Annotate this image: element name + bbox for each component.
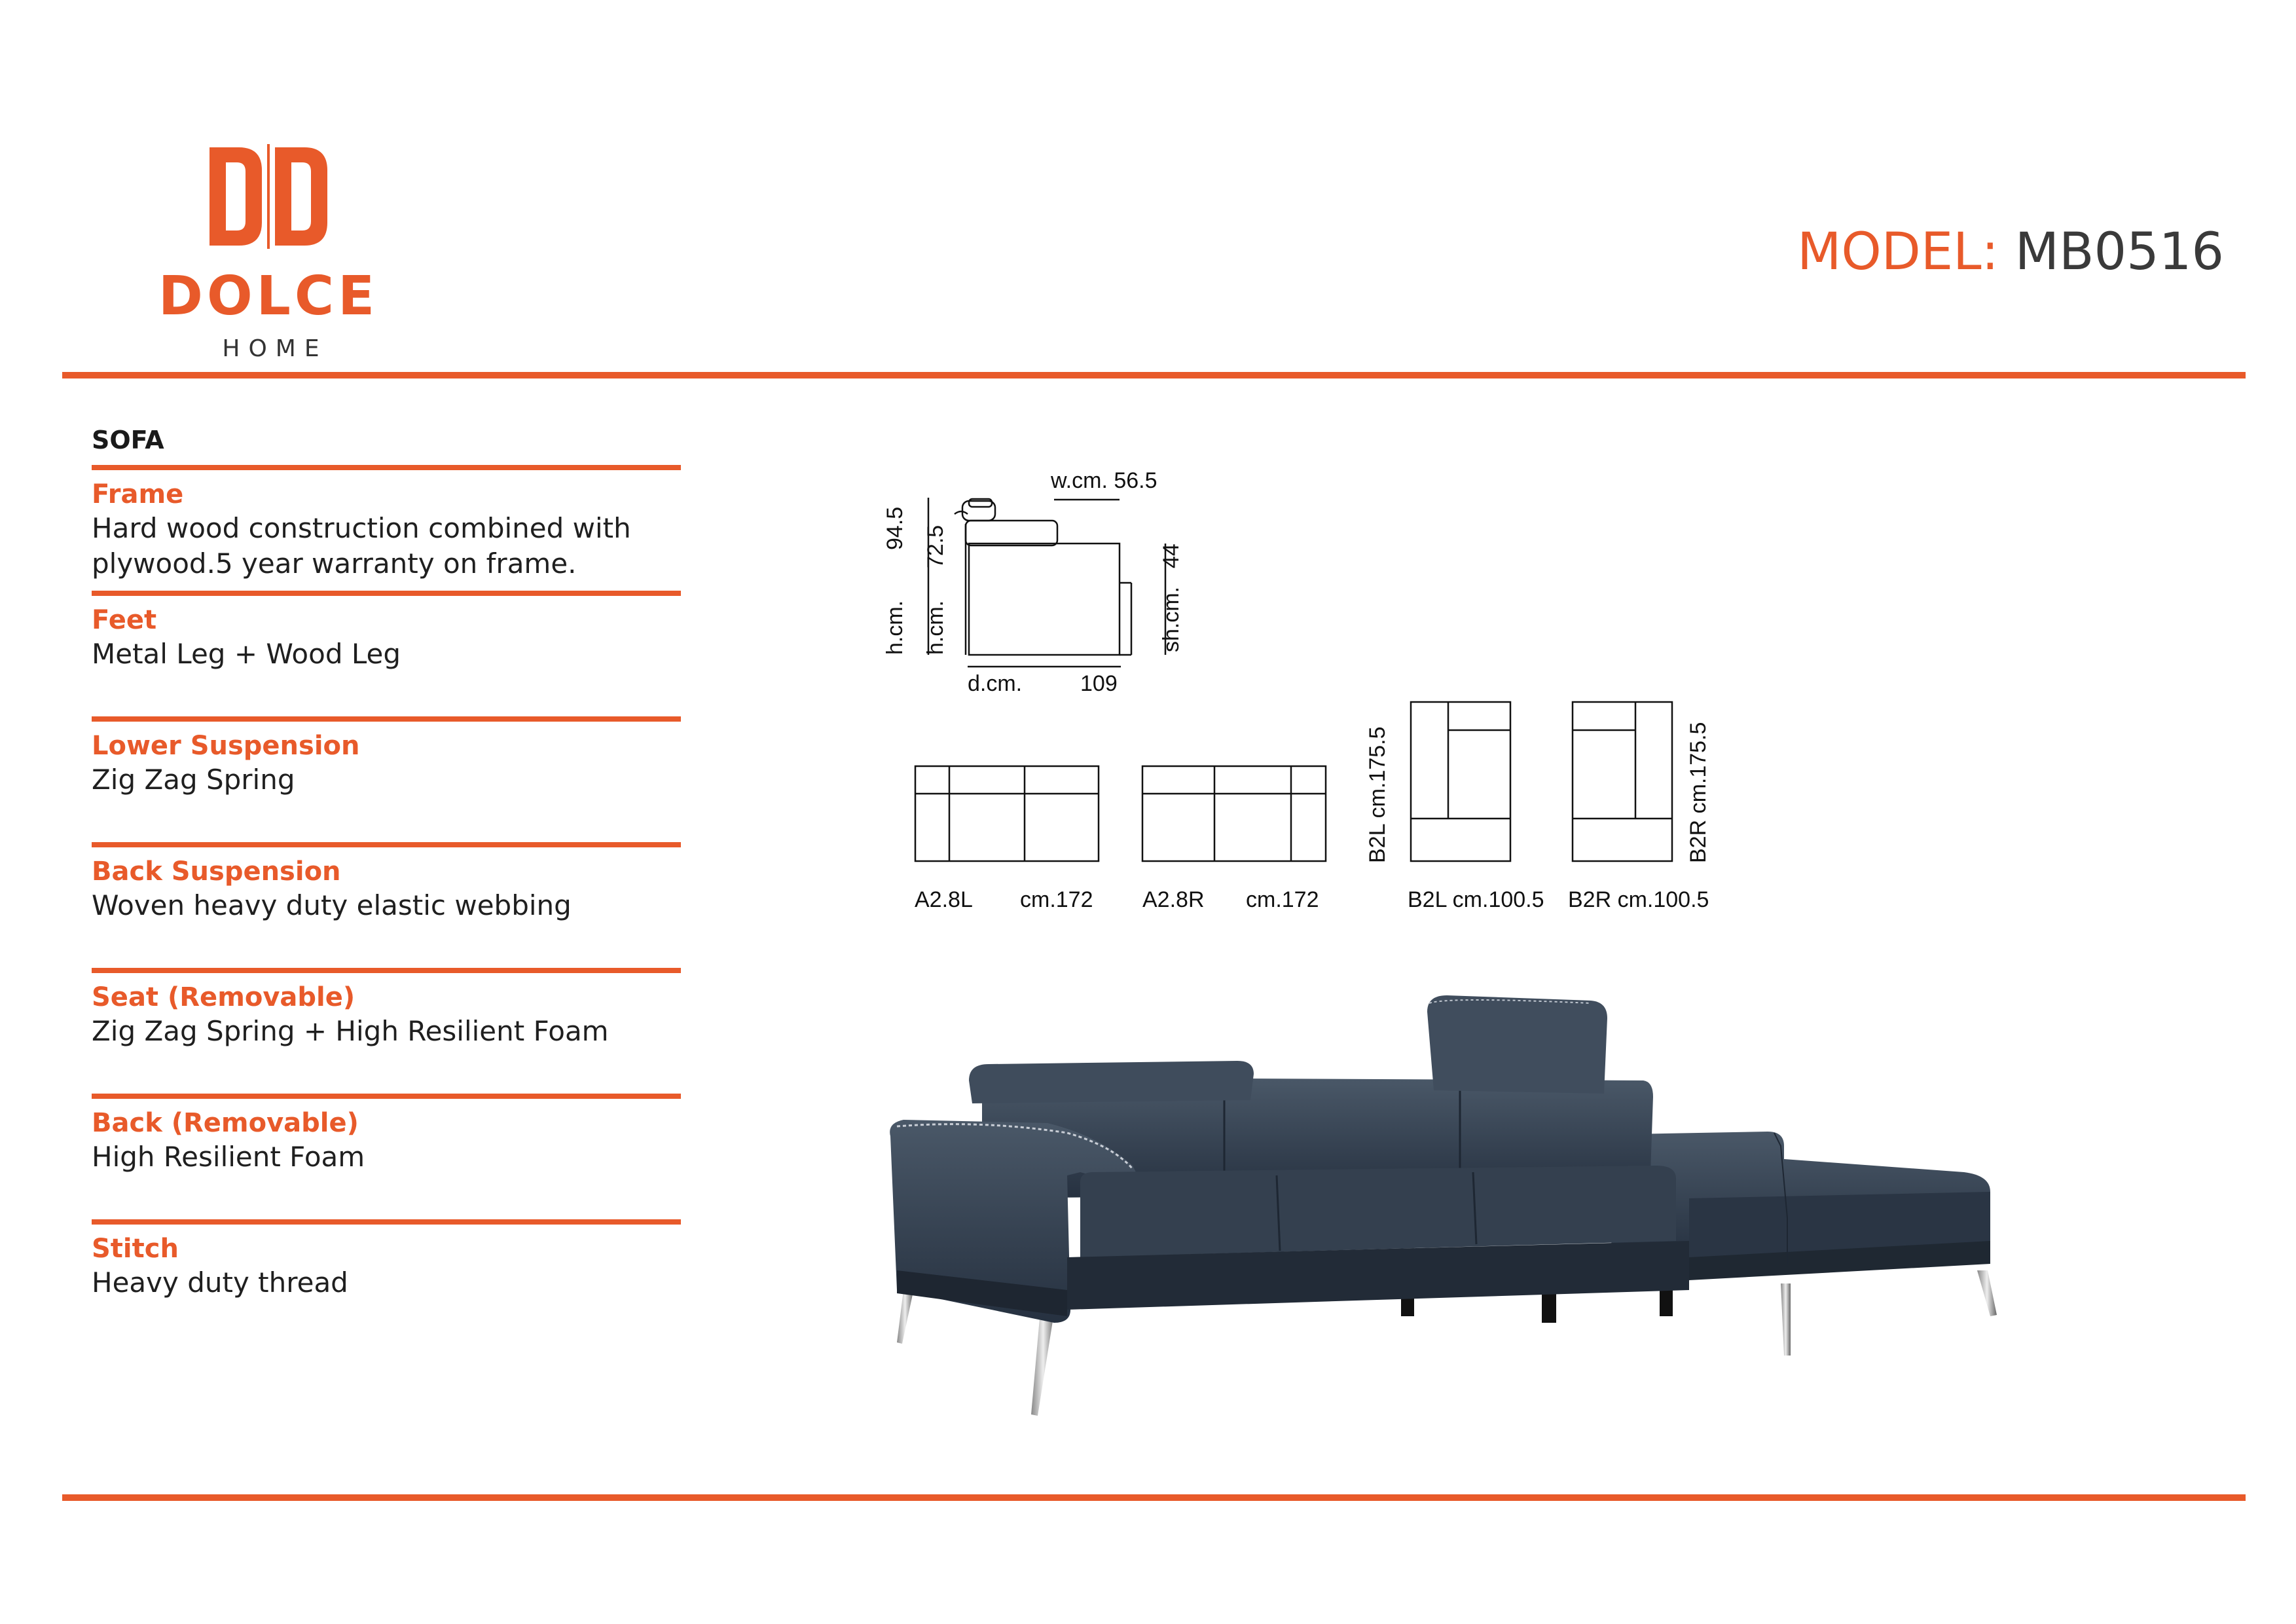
spec-description: Metal Leg + Wood Leg bbox=[92, 638, 401, 670]
spec-description: Hard wood construction combined with plywood.5 year warranty on frame. bbox=[92, 512, 631, 580]
spec-item bbox=[92, 716, 681, 842]
module-b2l-side-label: B2L cm.175.5 bbox=[1365, 726, 1390, 863]
seat-back-height-value: 72.5 bbox=[923, 525, 948, 568]
module-b2r-drawing bbox=[1573, 702, 1672, 861]
seat-back-height-label: h.cm. bbox=[923, 600, 948, 655]
spec-list bbox=[92, 426, 681, 1345]
side-profile-drawing bbox=[928, 498, 1165, 667]
spec-item bbox=[92, 591, 681, 716]
module-a28r-drawing bbox=[1142, 766, 1326, 861]
spec-description: Zig Zag Spring bbox=[92, 764, 295, 796]
spec-description: Heavy duty thread bbox=[92, 1266, 348, 1299]
bottom-divider bbox=[62, 1494, 2246, 1501]
spec-heading: Stitch bbox=[92, 1234, 179, 1264]
seat-height-value: 44 bbox=[1159, 544, 1184, 568]
seat-height-label: sh.cm. bbox=[1159, 586, 1184, 652]
spec-heading: Lower Suspension bbox=[92, 731, 360, 761]
spec-item bbox=[92, 1094, 681, 1219]
spec-item bbox=[92, 842, 681, 968]
spec-description: Woven heavy duty elastic webbing bbox=[92, 889, 572, 921]
model-number: MB0516 bbox=[2014, 223, 2224, 282]
spec-item bbox=[92, 465, 681, 591]
side-depth-label: d.cm. bbox=[968, 671, 1023, 696]
spec-description: High Resilient Foam bbox=[92, 1141, 365, 1173]
spec-heading: Seat (Removable) bbox=[92, 982, 355, 1012]
side-height-value: 94.5 bbox=[883, 506, 907, 550]
side-height-label: h.cm. bbox=[883, 600, 907, 655]
sofa-product-image bbox=[884, 982, 2030, 1428]
module-a28r-size: cm.172 bbox=[1246, 887, 1319, 912]
spec-item bbox=[92, 1219, 681, 1345]
brand-logo bbox=[144, 144, 393, 362]
side-depth-value: 109 bbox=[1080, 671, 1118, 696]
logo-wordmark: DOLCE bbox=[158, 265, 379, 327]
module-b2r-side-label: B2R cm.175.5 bbox=[1686, 722, 1711, 863]
spec-heading: Back Suspension bbox=[92, 857, 341, 887]
module-b2l-bottom-label: B2L cm.100.5 bbox=[1408, 887, 1544, 912]
module-a28l-name: A2.8L bbox=[915, 887, 973, 912]
model-heading bbox=[1797, 223, 2224, 282]
logo-subtitle: HOME bbox=[222, 335, 328, 362]
dimension-drawings bbox=[851, 458, 1768, 930]
dolce-monogram-icon bbox=[203, 144, 334, 249]
model-label: MODEL: bbox=[1797, 223, 1999, 282]
spec-title: SOFA bbox=[92, 426, 164, 454]
module-a28l-drawing bbox=[915, 766, 1099, 861]
side-width-label: w.cm. 56.5 bbox=[1051, 468, 1157, 493]
spec-heading: Feet bbox=[92, 605, 157, 635]
module-a28r-name: A2.8R bbox=[1142, 887, 1205, 912]
module-b2r-bottom-label: B2R cm.100.5 bbox=[1568, 887, 1709, 912]
spec-heading: Frame bbox=[92, 479, 184, 509]
spec-item bbox=[92, 968, 681, 1094]
top-divider bbox=[62, 372, 2246, 378]
spec-description: Zig Zag Spring + High Resilient Foam bbox=[92, 1015, 609, 1047]
module-b2l-drawing bbox=[1411, 702, 1510, 861]
module-a28l-size: cm.172 bbox=[1020, 887, 1093, 912]
spec-heading: Back (Removable) bbox=[92, 1108, 359, 1138]
